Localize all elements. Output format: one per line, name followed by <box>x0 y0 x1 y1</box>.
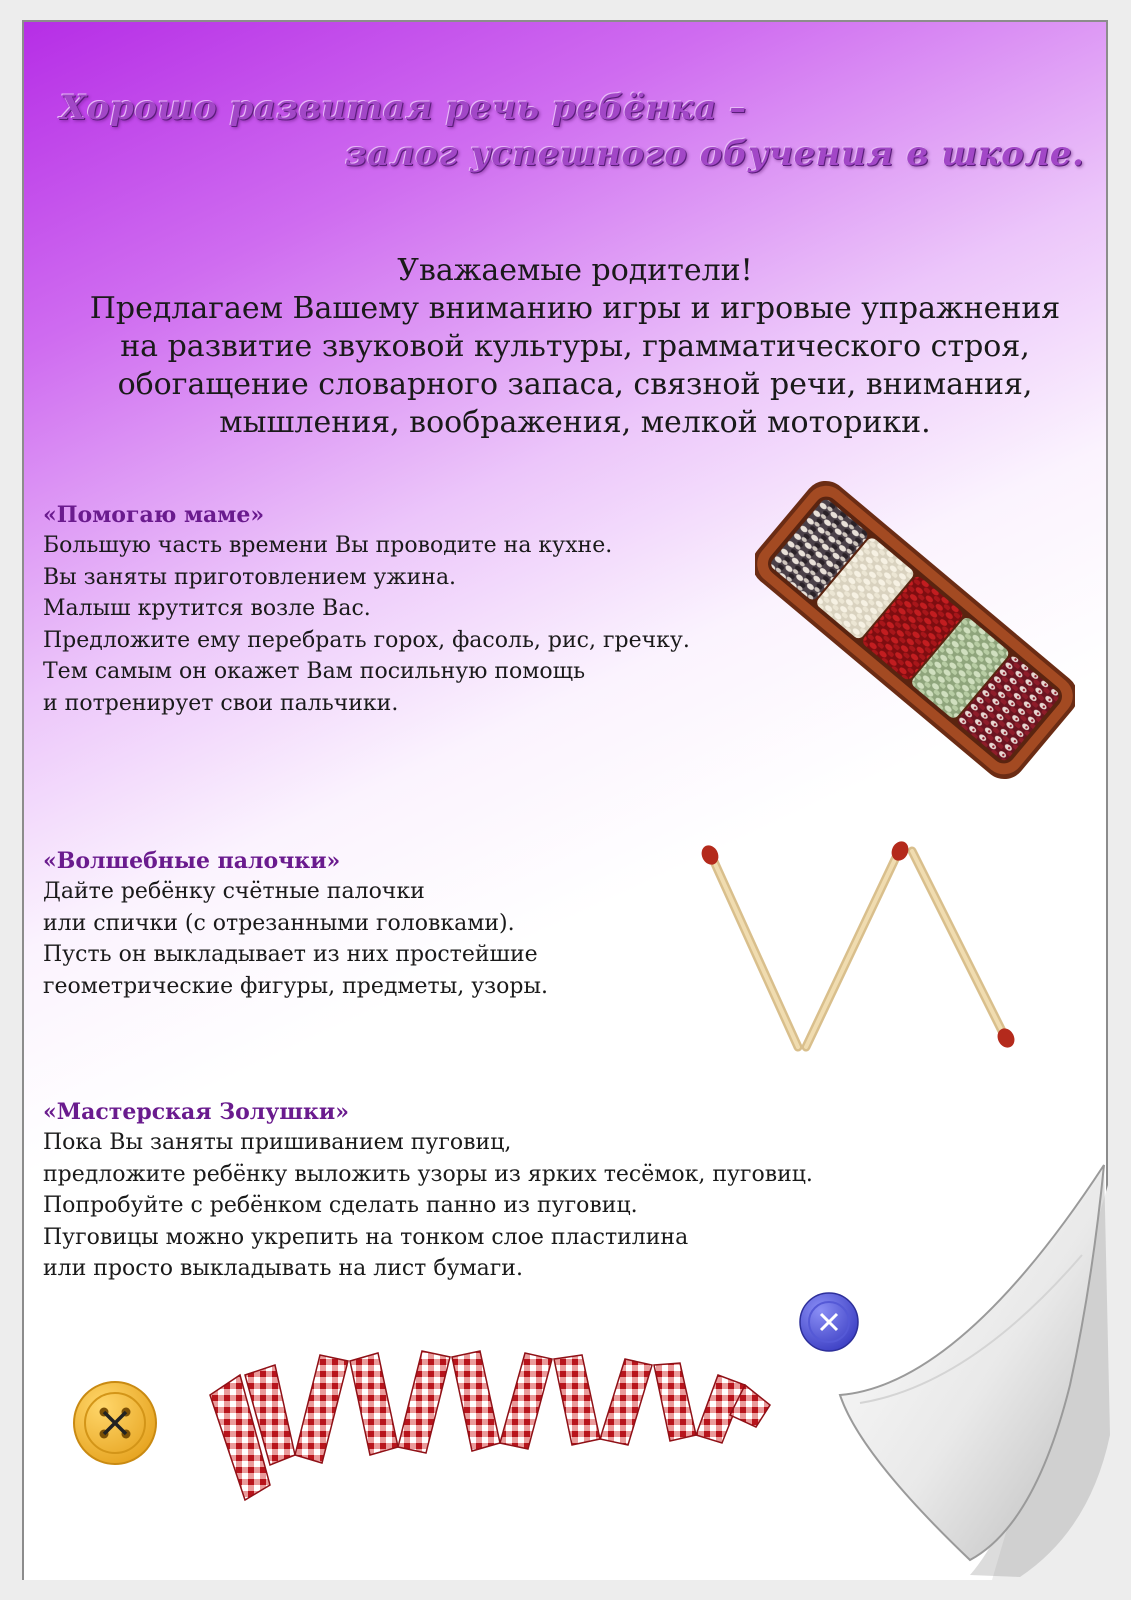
greeting-line: мышления, воображения, мелкой моторики. <box>219 405 931 440</box>
matches-image <box>690 835 1030 1065</box>
yellow-button-icon <box>70 1378 160 1468</box>
section-line: Предложите ему перебрать горох, фасоль, рис, гречку. <box>43 627 690 653</box>
section-line: Пуговицы можно укрепить на тонком слое пластилина <box>43 1224 689 1250</box>
section-title: «Мастерская Золушки» <box>43 1099 349 1125</box>
section-line: Пусть он выкладывает из них простейшие <box>43 942 538 967</box>
section-title: «Помогаю маме» <box>43 502 265 528</box>
page-title-line1: Хорошо развитая речь ребёнка – <box>60 88 747 128</box>
section-line: или просто выкладывать на лист бумаги. <box>43 1256 523 1281</box>
beans-tray-image <box>755 478 1075 783</box>
section-magic-sticks <box>43 846 548 1002</box>
section-title: «Волшебные палочки» <box>43 848 341 874</box>
greeting-line: обогащение словарного запаса, связной речи, внимания, <box>117 367 1033 402</box>
page-title-line2: залог успешного обучения в школе. <box>345 134 1085 174</box>
section-line: и потренирует свои пальчики. <box>43 690 399 716</box>
section-line: Попробуйте с ребёнком сделать панно из пуговиц. <box>43 1193 638 1218</box>
page-curl-icon <box>820 1135 1120 1580</box>
greeting-line: на развитие звуковой культуры, грамматического строя, <box>120 329 1030 364</box>
greeting-body <box>40 290 1110 442</box>
section-line: Тем самым он окажет Вам посильную помощь <box>43 659 586 684</box>
greeting-heading: Уважаемые родители! <box>397 253 753 288</box>
section-line: предложите ребёнку выложить узоры из ярких тесёмок, пуговиц. <box>43 1161 813 1187</box>
section-cinderella-workshop <box>43 1097 813 1285</box>
section-line: Вы заняты приготовлением ужина. <box>43 564 457 590</box>
section-line: Малыш крутится возле Вас. <box>43 596 371 621</box>
section-line: или спички (с отрезанными головками). <box>43 910 515 936</box>
section-line: Большую часть времени Вы проводите на кухне. <box>43 533 613 558</box>
gingham-ribbon-image <box>200 1335 780 1505</box>
greeting-line: Предлагаем Вашему вниманию игры и игровые упражнения <box>89 291 1061 326</box>
section-line: Пока Вы заняты пришиванием пуговиц, <box>43 1130 512 1155</box>
section-helping-mom <box>43 500 690 719</box>
section-line: Дайте ребёнку счётные палочки <box>43 879 425 904</box>
section-line: геометрические фигуры, предметы, узоры. <box>43 973 548 999</box>
blue-button-icon <box>797 1290 861 1354</box>
